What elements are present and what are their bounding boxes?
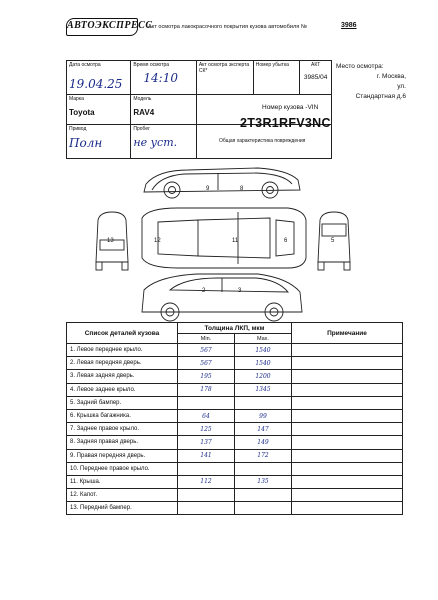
zone-label-13: 13 (107, 238, 114, 244)
max-value: 135 (235, 475, 292, 488)
part-name: 2. Левая передняя дверь. (67, 357, 178, 370)
place-label: Место осмотра: (336, 63, 384, 70)
part-name: 4. Левое заднее крыло. (67, 383, 178, 396)
min-value: 137 (178, 436, 235, 449)
max-value (235, 489, 292, 502)
min-value (178, 502, 235, 515)
min-value: 125 (178, 423, 235, 436)
part-name: 13. Передний бампер. (67, 502, 178, 515)
drive-label: Привод (69, 126, 87, 132)
table-row (67, 462, 403, 475)
mileage-value: не уст. (133, 136, 178, 149)
make-cell (67, 95, 131, 125)
table-row (67, 396, 403, 409)
act-label: АКТ (310, 62, 321, 68)
note-cell (292, 396, 403, 409)
col-min-header: Min. (178, 334, 235, 344)
drive-cell (67, 125, 131, 159)
part-name: 11. Крыша. (67, 475, 178, 488)
min-value: 178 (178, 383, 235, 396)
zone-label-6: 6 (284, 238, 288, 244)
min-value (178, 462, 235, 475)
max-value: 149 (235, 436, 292, 449)
act-cell (300, 61, 332, 95)
place-city: г. Москва, (376, 73, 406, 80)
date-cell (67, 61, 131, 95)
date-value: 19.04.25 (69, 77, 123, 91)
act-value: 3985/04 (303, 74, 328, 81)
time-cell (131, 61, 196, 95)
note-cell (292, 383, 403, 396)
note-cell (292, 449, 403, 462)
document-title: Акт осмотра лакокрасочного покрытия кузова автомобиля № (148, 24, 307, 30)
max-value: 172 (235, 449, 292, 462)
col-thickness-header: Толщина ЛКП, мкм (178, 323, 292, 334)
table-row (67, 344, 403, 357)
place-street: ул. (397, 83, 406, 90)
damage-label: Общая характеристика повреждения (219, 138, 306, 144)
part-name: 12. Капот. (67, 489, 178, 502)
inspection-place (336, 62, 406, 102)
min-value: 195 (178, 370, 235, 383)
make-label: Марка (69, 96, 84, 102)
note-cell (292, 436, 403, 449)
zone-label-12: 12 (154, 238, 161, 244)
mileage-cell (131, 125, 196, 159)
table-row (67, 357, 403, 370)
min-value (178, 396, 235, 409)
date-label: Дата осмотра (69, 62, 101, 68)
car-top-view (142, 208, 306, 268)
table-row (67, 423, 403, 436)
note-cell (292, 344, 403, 357)
col-max-header: Max. (235, 334, 292, 344)
lot-label: Номер убытка (255, 62, 289, 68)
car-side-left-view (142, 274, 302, 321)
part-name: 5. Задний бампер. (67, 396, 178, 409)
zone-label-9: 9 (206, 186, 210, 192)
max-value: 147 (235, 423, 292, 436)
vin-label: Номер кузова -VIN (262, 104, 319, 111)
note-cell (292, 462, 403, 475)
table-row (67, 449, 403, 462)
max-value: 1200 (235, 370, 292, 383)
min-value: 64 (178, 409, 235, 422)
note-cell (292, 357, 403, 370)
part-name: 3. Левая задняя дверь. (67, 370, 178, 383)
part-name: 10. Переднее правое крыло. (67, 462, 178, 475)
drive-value: Полн (69, 136, 103, 150)
car-side-right-view (144, 168, 300, 198)
note-cell (292, 370, 403, 383)
model-cell (131, 95, 196, 125)
note-cell (292, 409, 403, 422)
min-value: 112 (178, 475, 235, 488)
table-row (67, 436, 403, 449)
mileage-label: Пробег (133, 126, 150, 132)
vin-value: 2T3R1RFV3NC (240, 116, 331, 130)
zone-label-3: 3 (238, 288, 242, 294)
max-value (235, 462, 292, 475)
min-value: 567 (178, 344, 235, 357)
part-name: 8. Задняя правая дверь. (67, 436, 178, 449)
table-row (67, 370, 403, 383)
min-value: 141 (178, 449, 235, 462)
place-house: Стандартная д.6 (355, 93, 406, 100)
time-label: Время осмотра (133, 62, 170, 68)
part-name: 9. Правая передняя дверь. (67, 449, 178, 462)
note-cell (292, 423, 403, 436)
min-value: 567 (178, 357, 235, 370)
note-cell (292, 502, 403, 515)
max-value: 99 (235, 409, 292, 422)
thickness-table (66, 322, 403, 515)
zone-label-11: 11 (232, 238, 239, 244)
table-row (67, 383, 403, 396)
table-row (67, 502, 403, 515)
part-name: 1. Левое переднее крыло. (67, 344, 178, 357)
note-cell (292, 489, 403, 502)
model-label: Модель (133, 96, 152, 102)
note-cell (292, 475, 403, 488)
inspector-label: Акт осмотра эксперта СК* (198, 62, 250, 74)
max-value (235, 502, 292, 515)
max-value (235, 396, 292, 409)
lot-cell (253, 61, 300, 95)
part-name: 6. Крышка багажника. (67, 409, 178, 422)
document-number: 3986 (341, 22, 357, 29)
time-value: 14:10 (143, 71, 178, 85)
table-row (67, 489, 403, 502)
table-row (67, 409, 403, 422)
make-value: Toyota (69, 108, 95, 117)
col-note-header: Примечание (292, 323, 403, 344)
max-value: 1540 (235, 344, 292, 357)
max-value: 1345 (235, 383, 292, 396)
company-logo: АВТОЭКСПРЕСС (66, 18, 138, 36)
col-parts-header: Список деталей кузова (67, 323, 178, 344)
car-body-diagram (88, 162, 370, 330)
zone-label-8: 8 (240, 186, 244, 192)
min-value (178, 489, 235, 502)
max-value: 1540 (235, 357, 292, 370)
zone-label-5: 5 (331, 238, 335, 244)
part-name: 7. Заднее правое крыло. (67, 423, 178, 436)
model-value: RAV4 (133, 108, 155, 117)
zone-label-2: 2 (202, 288, 206, 294)
inspector-cell (196, 61, 253, 95)
table-row (67, 475, 403, 488)
